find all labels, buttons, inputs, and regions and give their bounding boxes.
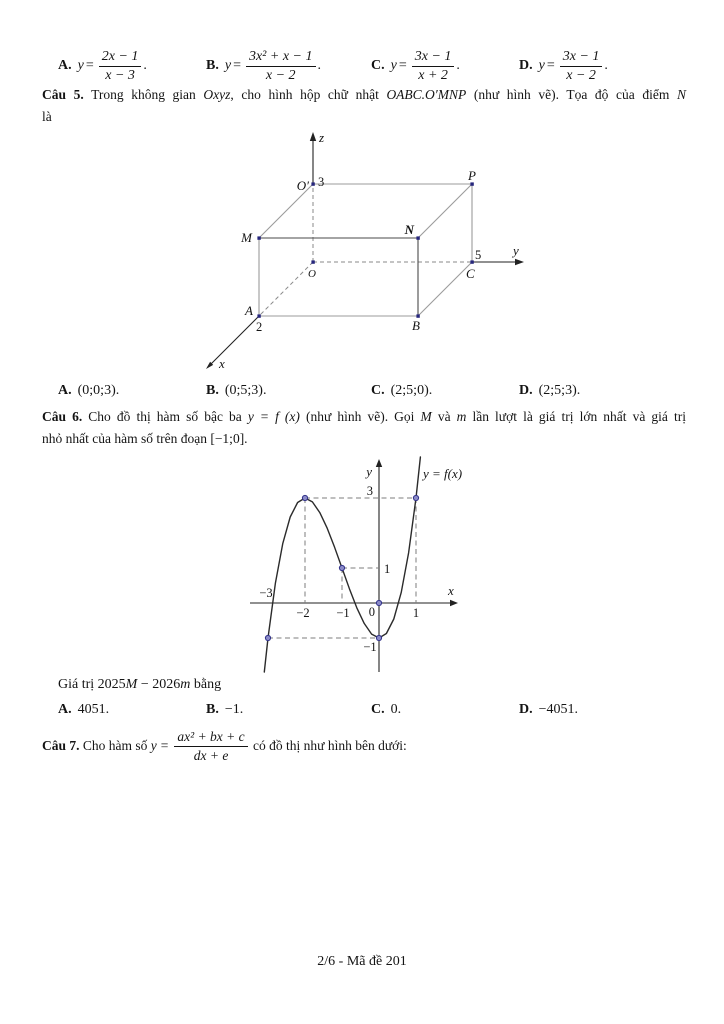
option-b bbox=[206, 380, 371, 402]
fraction-numerator: ax² + bx + c bbox=[177, 729, 245, 745]
axis-label-y: y bbox=[366, 464, 372, 479]
option-period: . bbox=[239, 702, 244, 717]
option-label: B. bbox=[206, 58, 219, 74]
value-text: bằng bbox=[190, 677, 222, 692]
tick-x-m1: −1 bbox=[336, 606, 350, 620]
option-value: 4051 bbox=[77, 702, 106, 717]
option-d bbox=[519, 380, 686, 402]
question-text: lần lượt là giá trị lớn nhất và giá trị bbox=[466, 409, 686, 424]
fraction-numerator: 3x² + x − 1 bbox=[248, 48, 313, 64]
math-m: m bbox=[456, 409, 467, 424]
option-a bbox=[58, 699, 206, 721]
option-period: . bbox=[143, 58, 147, 74]
tick-x-m3: −3 bbox=[259, 586, 273, 600]
option-label: C. bbox=[371, 702, 385, 717]
question-5-text-line2: là bbox=[42, 109, 52, 124]
option-c bbox=[371, 44, 519, 88]
question-text: (như hình vẽ). Tọa độ của điểm bbox=[466, 87, 677, 102]
option-value: −4051 bbox=[538, 702, 575, 717]
option-value: (2;5;0) bbox=[390, 383, 429, 398]
options-row-q6 bbox=[58, 699, 686, 721]
question-text: (như hình vẽ). Gọi bbox=[299, 409, 421, 424]
label-point-p: P bbox=[468, 168, 476, 183]
axis-label-x: x bbox=[219, 356, 225, 371]
option-value: 0 bbox=[390, 702, 398, 717]
option-label: D. bbox=[519, 383, 533, 398]
option-c bbox=[371, 699, 519, 721]
hidden-edges bbox=[259, 184, 472, 316]
question-6-text-line2: nhỏ nhất của hàm số trên đoạn [−1;0]. bbox=[42, 431, 248, 446]
question-text: và bbox=[431, 409, 457, 424]
option-d bbox=[519, 699, 686, 721]
tick-x-m2: −2 bbox=[296, 606, 310, 620]
question-text: có đồ thị như hình bên dưới: bbox=[249, 737, 407, 753]
options-row-q5 bbox=[58, 380, 686, 402]
question-number: Câu 6. bbox=[42, 409, 83, 424]
fraction bbox=[99, 49, 142, 83]
tick-x-2: 2 bbox=[256, 320, 263, 334]
math-m: m bbox=[180, 677, 191, 692]
option-value: (0;5;3) bbox=[224, 383, 263, 398]
axis-label-y: y bbox=[513, 243, 519, 258]
option-c bbox=[371, 380, 519, 402]
label-point-a: A bbox=[245, 303, 253, 318]
value-text: − 2026 bbox=[137, 677, 181, 692]
equals-sign: = bbox=[233, 58, 241, 74]
tick-x-1: 1 bbox=[412, 606, 420, 620]
label-point-m: M bbox=[241, 230, 252, 245]
question-number: Câu 7. bbox=[42, 737, 80, 753]
option-period: . bbox=[262, 383, 267, 398]
vertex-dots bbox=[257, 182, 473, 317]
question-text: Trong không gian bbox=[83, 87, 204, 102]
question-number: Câu 5. bbox=[42, 87, 84, 102]
math-variable: y bbox=[390, 58, 397, 74]
option-period: . bbox=[576, 383, 581, 398]
value-text: Giá trị 2025 bbox=[58, 677, 126, 692]
option-period: . bbox=[115, 383, 120, 398]
math-variable: y bbox=[77, 58, 84, 74]
axis-label-z: z bbox=[319, 130, 325, 145]
page-footer: 2/6 - Mã đề 201 bbox=[317, 954, 407, 969]
option-label: A. bbox=[58, 702, 72, 717]
option-b bbox=[206, 44, 371, 88]
fraction bbox=[174, 729, 247, 762]
option-period: . bbox=[574, 702, 579, 717]
equals-sign: = bbox=[85, 58, 94, 74]
label-point-c: C bbox=[466, 266, 475, 281]
option-d bbox=[519, 44, 686, 88]
math-fx: y = f (x) bbox=[247, 409, 300, 424]
fraction bbox=[412, 49, 455, 83]
label-origin: O bbox=[308, 268, 316, 280]
label-point-o-prime: O′ bbox=[296, 178, 309, 193]
math-M: M bbox=[125, 677, 138, 692]
option-label: A. bbox=[58, 383, 72, 398]
label-point-n: N bbox=[404, 222, 414, 237]
fraction-denominator: dx + e bbox=[174, 746, 247, 763]
option-a bbox=[58, 44, 206, 88]
option-label: B. bbox=[206, 702, 219, 717]
option-label: D. bbox=[519, 702, 533, 717]
option-label: C. bbox=[371, 383, 385, 398]
option-period: . bbox=[456, 58, 460, 74]
option-value: −1 bbox=[224, 702, 240, 717]
option-period: . bbox=[105, 702, 110, 717]
math-oxyz: Oxyz bbox=[203, 87, 231, 102]
math-variable: y bbox=[538, 58, 545, 74]
tick-y-3: 3 bbox=[366, 484, 373, 498]
math-variable: y bbox=[224, 58, 232, 74]
axis-arrowheads bbox=[376, 459, 458, 606]
options-row-top bbox=[58, 44, 686, 88]
option-period: . bbox=[428, 383, 433, 398]
option-label: D. bbox=[519, 58, 533, 74]
tick-y-m1: −1 bbox=[363, 640, 377, 654]
option-label: C. bbox=[371, 58, 385, 74]
fraction bbox=[560, 49, 603, 83]
question-6-value-line bbox=[58, 674, 221, 696]
option-period: . bbox=[604, 58, 608, 74]
equals-sign: = bbox=[160, 737, 169, 753]
box-edges-front bbox=[259, 238, 418, 316]
fraction-denominator: x − 2 bbox=[560, 66, 603, 84]
fraction-denominator: x − 3 bbox=[99, 66, 142, 84]
axis-label-x: x bbox=[448, 583, 454, 598]
option-a bbox=[58, 380, 206, 402]
fraction-numerator: 2x − 1 bbox=[101, 48, 139, 64]
question-text: Cho hàm số bbox=[79, 737, 151, 753]
curve-label: y = f(x) bbox=[423, 466, 463, 481]
fraction-numerator: 3x − 1 bbox=[562, 48, 600, 64]
equals-sign: = bbox=[546, 58, 555, 74]
tick-y-5: 5 bbox=[475, 248, 482, 262]
fraction-denominator: x + 2 bbox=[412, 66, 455, 84]
equals-sign: = bbox=[398, 58, 407, 74]
option-label: A. bbox=[58, 58, 72, 74]
math-box-name: OABC.O′MNP bbox=[386, 87, 467, 102]
box-edges bbox=[259, 184, 472, 316]
tick-y-1: 1 bbox=[384, 562, 391, 576]
question-text: Cho đồ thị hàm số bậc ba bbox=[82, 409, 248, 424]
option-period: . bbox=[317, 58, 321, 74]
option-b bbox=[206, 699, 371, 721]
tick-0: 0 bbox=[368, 605, 375, 619]
math-point-n: N bbox=[676, 87, 686, 102]
label-point-b: B bbox=[412, 318, 420, 333]
tick-z-3: 3 bbox=[318, 175, 325, 189]
option-label: B. bbox=[206, 383, 219, 398]
question-text: , cho hình hộp chữ nhật bbox=[230, 87, 387, 102]
fraction-denominator: x − 2 bbox=[246, 66, 316, 84]
option-value: (0;0;3) bbox=[77, 383, 116, 398]
cubic-graph-figure bbox=[235, 452, 467, 674]
fraction-numerator: 3x − 1 bbox=[414, 48, 452, 64]
question-7-text bbox=[42, 726, 686, 766]
fraction bbox=[246, 49, 316, 83]
cubic-curve bbox=[264, 457, 420, 672]
question-6-text bbox=[42, 407, 686, 428]
question-5-text bbox=[42, 85, 686, 106]
math-variable: y bbox=[150, 737, 157, 753]
math-M: M bbox=[420, 409, 432, 424]
box-figure bbox=[195, 125, 530, 375]
option-period: . bbox=[397, 702, 402, 717]
option-value: (2;5;3) bbox=[538, 383, 577, 398]
